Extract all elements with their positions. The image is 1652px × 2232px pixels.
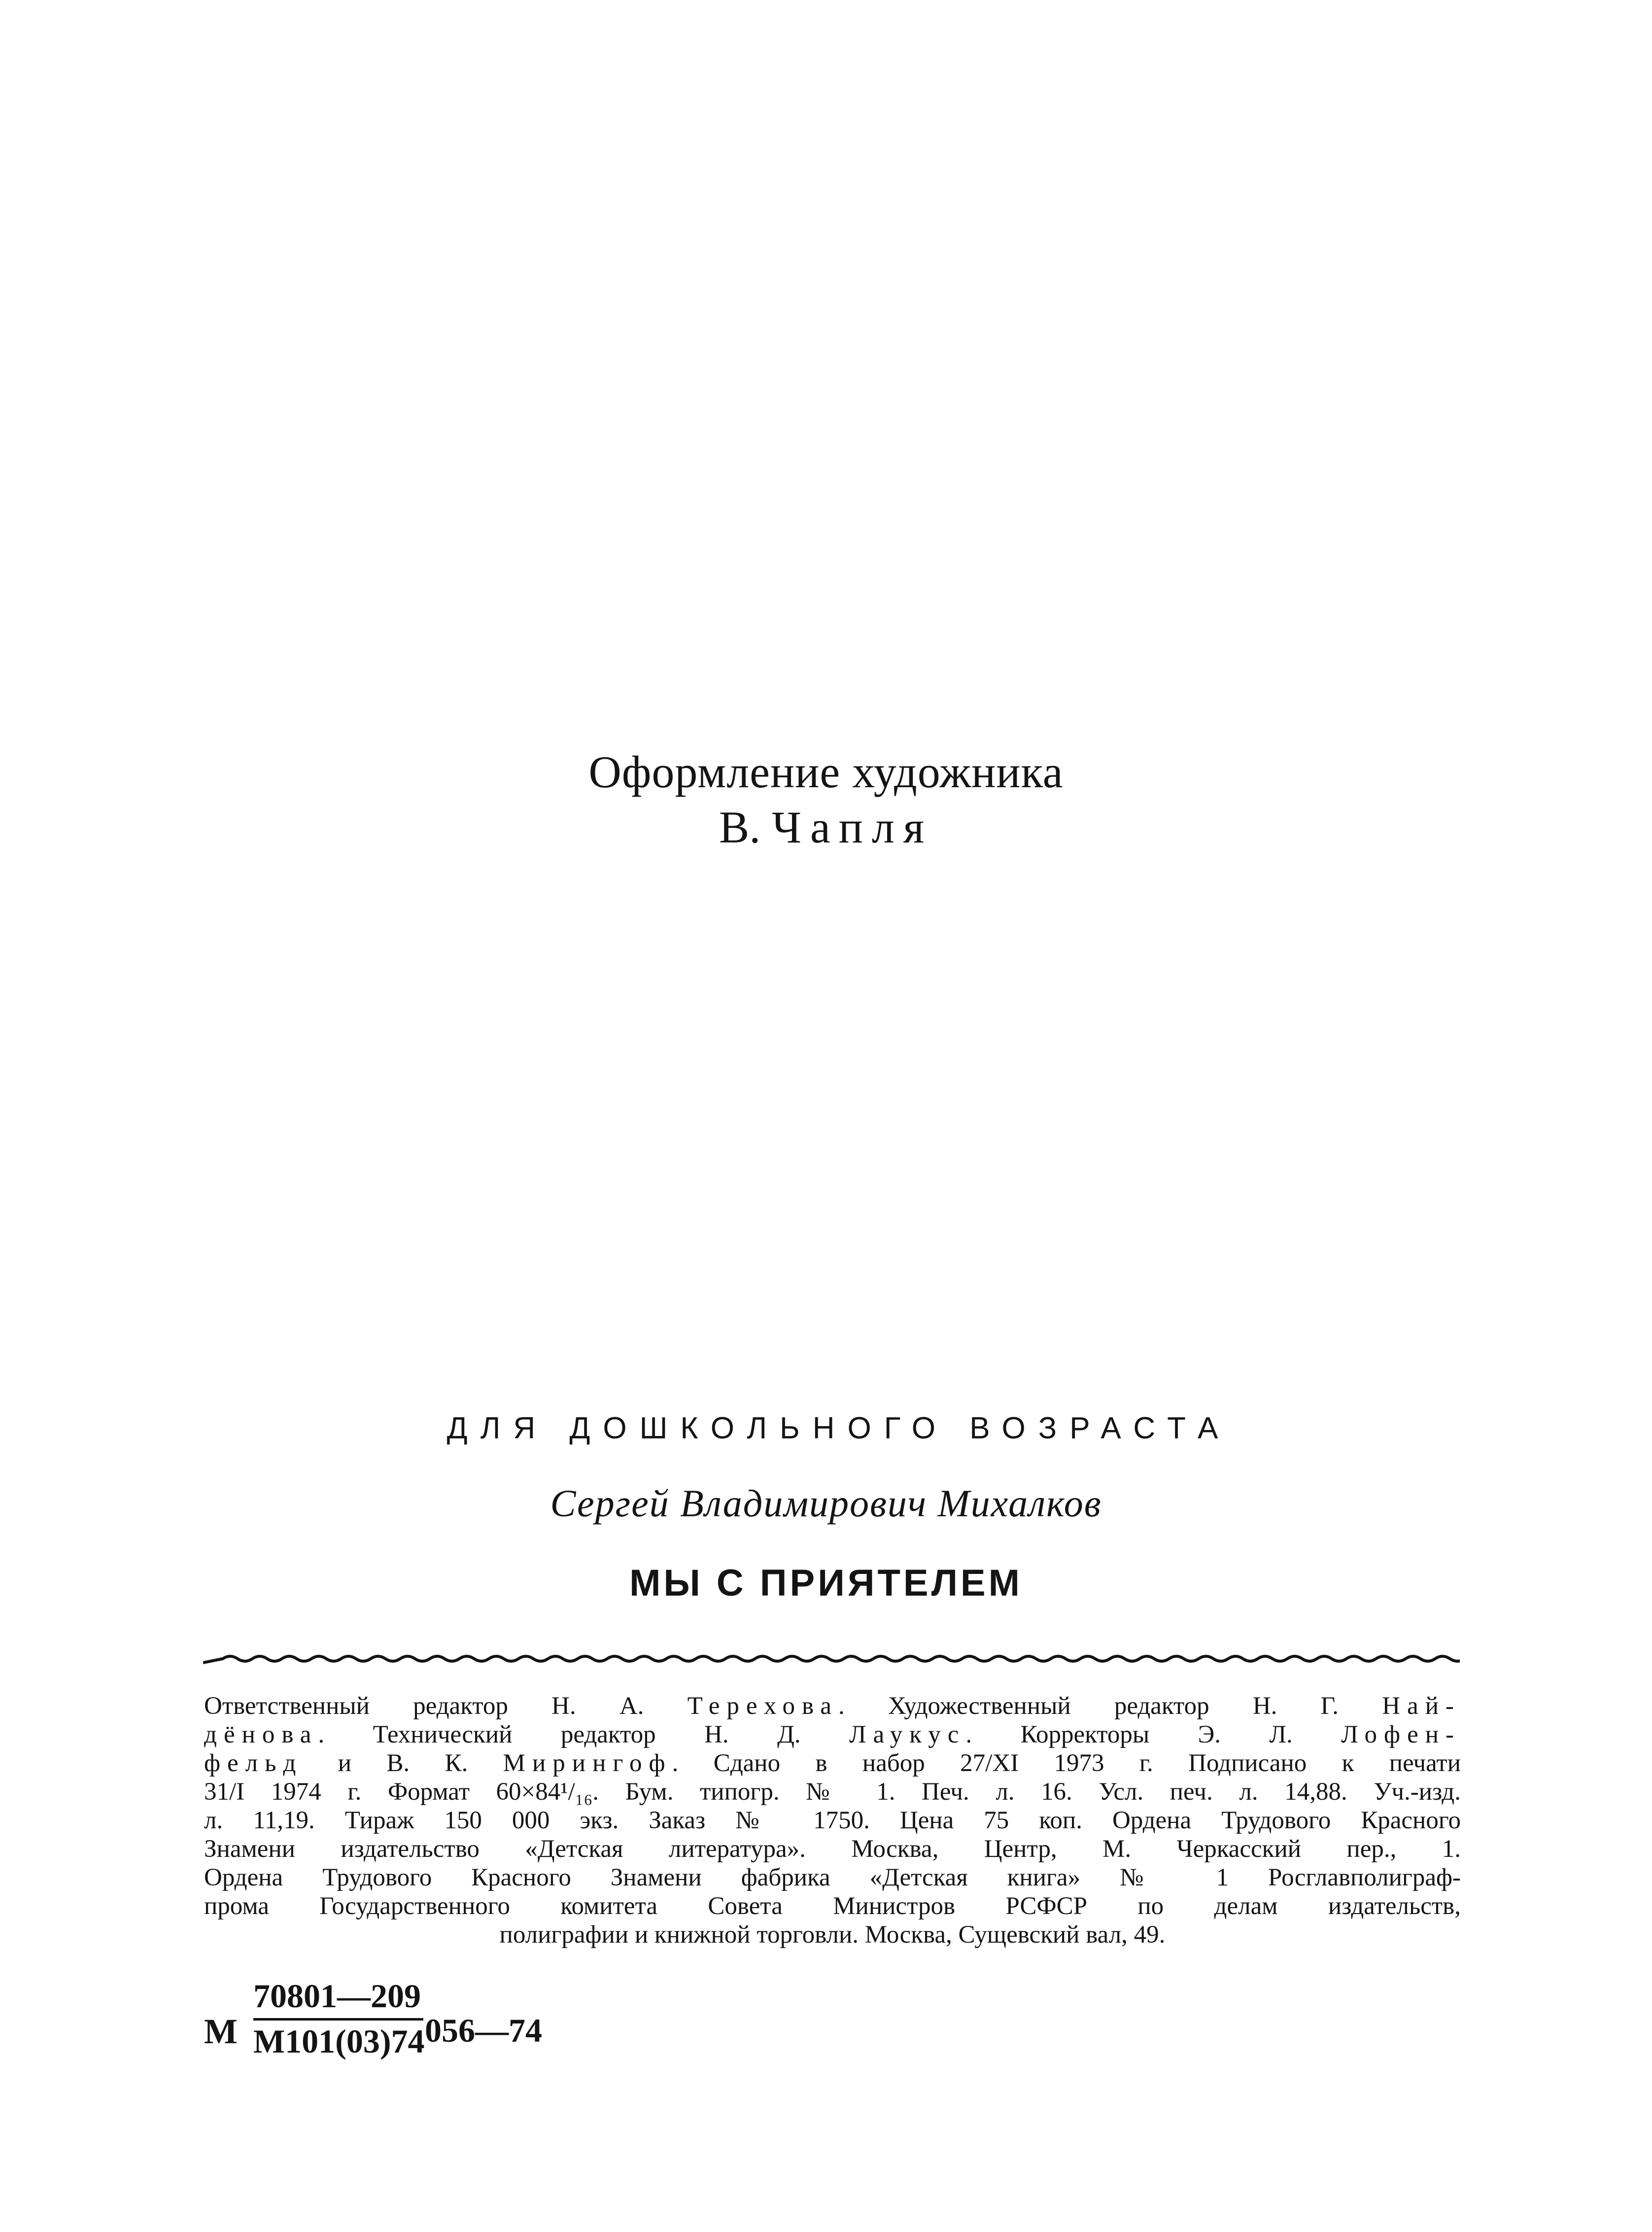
imprint-line: полиграфии и книжной торговли. Москва, Сущевский вал, 49. [499,1921,1166,1949]
book-title: МЫ С ПРИЯТЕЛЕМ [629,1562,1023,1604]
series-label: ДЛЯ ДОШКОЛЬНОГО ВОЗРАСТА [447,1411,1231,1445]
imprint-line: л. 11,19. Тираж 150 000 экз. Заказ № 1750. Цена 75 коп. Ордена Трудового Красного [204,1807,1461,1834]
imprint-line: Ответственный редактор Н. А. Терехова. Художественный редактор Н. Г. Най- [204,1692,1461,1720]
illustrator-surname: Чапля [772,802,933,852]
catalog-index-code [204,1977,648,2065]
index-denominator: М101(03)74 [253,2023,425,2060]
index-letter: М [204,2012,238,2051]
imprint-line: дёнова. Технический редактор Н. Д. Лаукус. Корректоры Э. Л. Лофен- [204,1721,1461,1748]
index-suffix: 056—74 [425,2012,542,2049]
illustrator-credit [0,744,1652,855]
imprint-line: фельд и В. К. Мирингоф. Сдано в набор 27/XI 1973 г. Подписано к печати [204,1749,1461,1777]
fraction-bar [253,2018,423,2021]
imprint-line: прома Государственного комитета Совета Министров РСФСР по делам издательств, [204,1892,1461,1920]
imprint-line: Ордена Трудового Красного Знамени фабрика «Детская книга» № 1 Росглавполиграф- [204,1864,1461,1891]
illustrator-initial: В. [719,802,761,852]
illustrator-credit-line1: Оформление художника [588,747,1064,797]
author-name: Сергей Владимирович Михалков [550,1482,1102,1525]
imprint-line: Знамени издательство «Детская литература». Москва, Центр, М. Черкасский пер., 1. [204,1835,1461,1863]
index-numerator: 70801—209 [253,1977,421,2015]
wavy-divider [203,1646,1460,1671]
imprint-block [204,1692,1461,1949]
imprint-line: 31/I 1974 г. Формат 60×84¹/₁₆. Бум. типогр. № 1. Печ. л. 16. Усл. печ. л. 14,88. Уч.-изд. [204,1778,1461,1806]
illustrator-name [0,800,1652,855]
